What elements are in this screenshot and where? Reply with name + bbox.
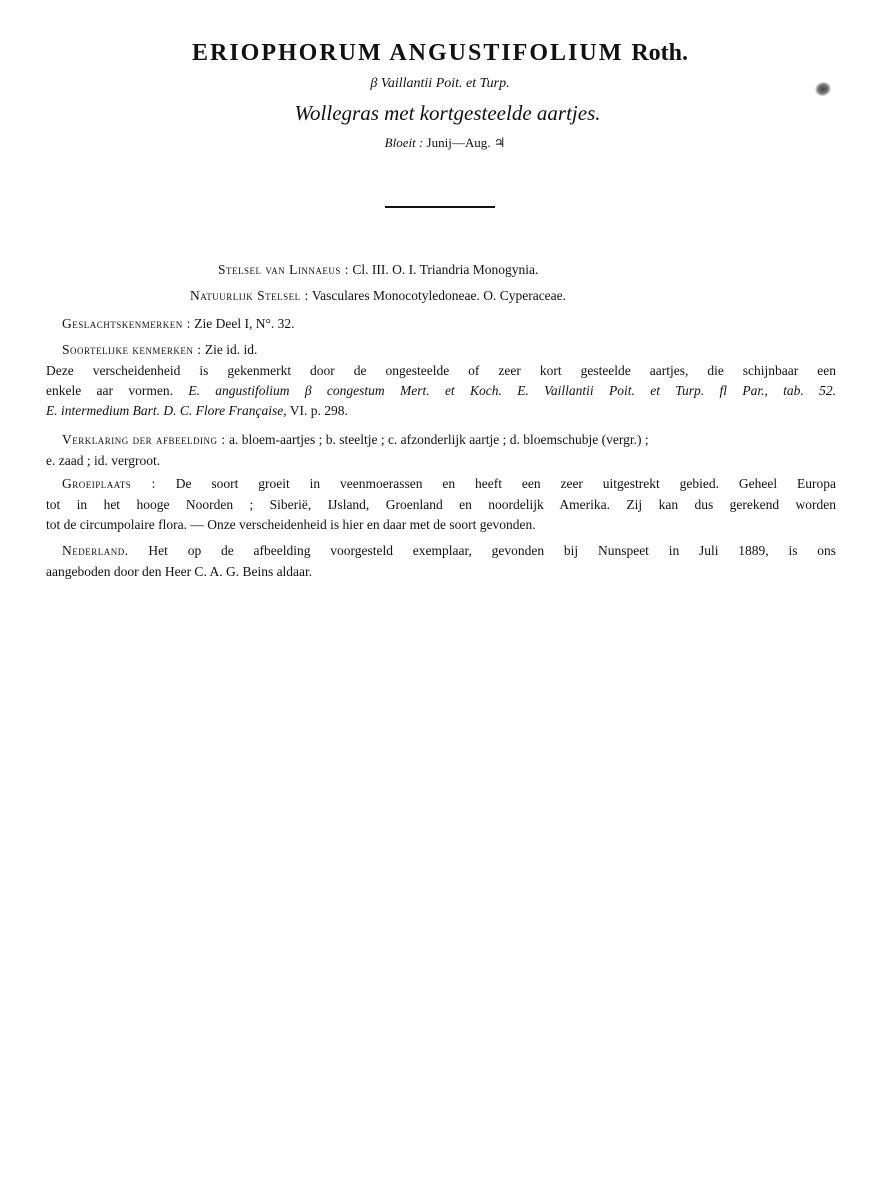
description-line-2 [46, 382, 836, 400]
figure-explanation-label: Verklaring der afbeelding : [62, 432, 226, 447]
species-value: Zie id. id. [204, 342, 258, 357]
flowering-label: Bloeit : [384, 135, 424, 150]
linnaeus-label: Stelsel van Linnaeus : [218, 262, 349, 277]
habitat-line-2: tot in het hooge Noorden ; Siberië, IJsland, Groenland en noordelijk Amerika. Zij kan dus gerekend worden [46, 497, 836, 512]
natural-system [190, 287, 566, 305]
netherlands-label: Nederland. [62, 543, 129, 558]
genus-characteristics [62, 315, 295, 333]
genus-label: Geslachtskenmerken : [62, 316, 191, 331]
natural-value: Vasculares Monocotyledoneae. O. Cyperaceae. [311, 288, 567, 303]
description-line-1: Deze verscheidenheid is gekenmerkt door de ongesteelde of zeer kort gesteelde aartjes, die schijnbaar een [46, 363, 836, 378]
flowering-value: Junij—Aug. ♃ [426, 135, 506, 150]
figure-explanation-text: a. bloem-aartjes ; b. steeltje ; c. afzonderlijk aartje ; d. bloemschubje (vergr.) ; [229, 432, 649, 447]
habitat-label: Groeiplaats : [62, 476, 156, 491]
description-line-2-text: enkele aar vormen. [46, 383, 173, 398]
habitat-line-1 [62, 475, 836, 493]
dutch-common-name: Wollegras met kortgesteelde aartjes. [294, 101, 601, 125]
netherlands-text: Het op de afbeelding voorgesteld exemplaar, gevonden bij Nunspeet in Juli 1889, is ons [148, 543, 837, 558]
title-divider [385, 206, 495, 208]
description-synonyms: E. angustifolium β congestum Mert. et Koch. E. Vaillantii Poit. et Turp. fl Par., tab. 52. [188, 383, 836, 398]
description-page: , VI. p. 298. [283, 403, 348, 418]
figure-explanation-line-1 [62, 431, 649, 449]
linnaeus-value: Cl. III. O. I. Triandria Monogynia. [352, 262, 539, 277]
species-label: Soortelijke kenmerken : [62, 342, 202, 357]
description-reference: E. intermedium Bart. D. C. Flore Française [46, 403, 284, 418]
variety-name: β Vaillantii Poit. et Turp. [370, 76, 510, 91]
habitat-text: De soort groeit in veenmoerassen en heeft een zeer uitgestrekt gebied. Geheel Europa [175, 476, 836, 491]
flowering-period [0, 135, 873, 151]
species-author: Roth. [631, 40, 689, 66]
species-characteristics [62, 341, 257, 359]
natural-label: Natuurlijk Stelsel : [190, 288, 309, 303]
description-line-3 [46, 402, 348, 420]
figure-explanation-line-2: e. zaad ; id. vergroot. [46, 453, 161, 468]
linnaeus-system [218, 261, 538, 279]
habitat-line-3: tot de circumpolaire flora. — Onze verscheidenheid is hier en daar met de soort gevonden. [46, 517, 536, 532]
species-name: ERIOPHORUM ANGUSTIFOLIUM [191, 40, 624, 66]
netherlands-line-2: aangeboden door den Heer C. A. G. Beins aldaar. [46, 564, 313, 579]
genus-value: Zie Deel I, N°. 32. [194, 316, 295, 331]
netherlands-line-1 [62, 542, 836, 560]
species-title [0, 40, 873, 67]
